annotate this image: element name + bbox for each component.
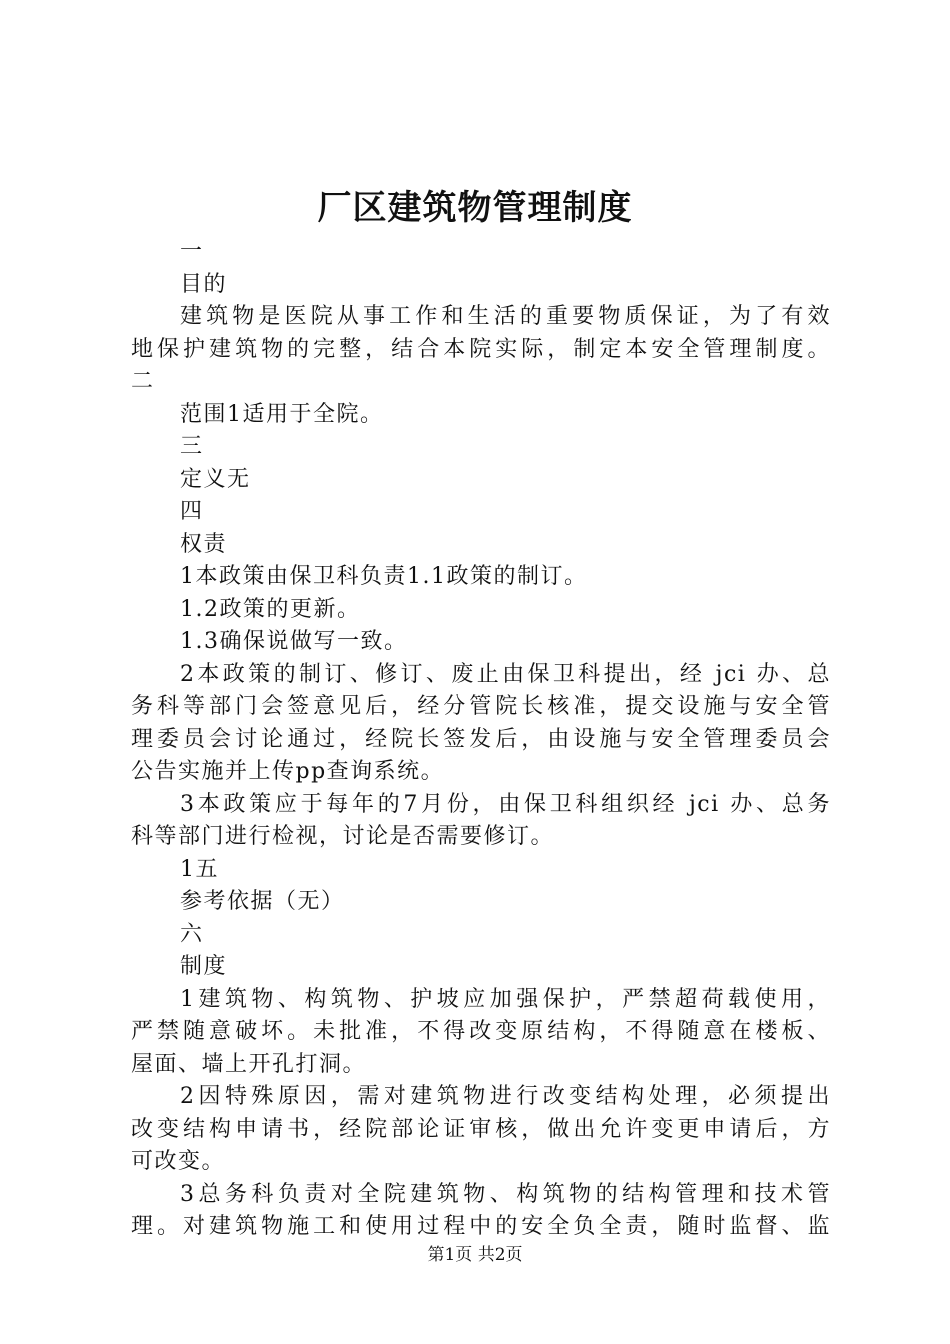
text-line: 二 [131, 369, 155, 394]
text-line: 1.2政策的更新。 [180, 596, 361, 622]
text-line: 四 [180, 499, 204, 524]
text-line: 理委员会讨论通过，经院长签发后，由设施与安全管理委员会 [131, 726, 831, 752]
text-line: 务科等部门会签意见后，经分管院长核准，提交设施与安全管 [131, 694, 831, 719]
page-footer: 第1页 共2页 [427, 1245, 523, 1265]
text-line: 科等部门进行检视，讨论是否需要修订。 [131, 824, 555, 849]
document-body [131, 236, 831, 1244]
text-line: 理。对建筑物施工和使用过程中的安全负全责，随时监督、监 [131, 1214, 831, 1239]
text-line: 定义无 [180, 466, 251, 492]
text-line: 三 [180, 434, 204, 459]
text-line: 1本政策由保卫科负责1.1政策的制订。 [180, 564, 588, 589]
text-line: 1.3确保说做写一致。 [180, 629, 408, 654]
text-line: 3总务科负责对全院建筑物、构筑物的结构管理和技术管 [180, 1181, 831, 1207]
text-line: 1五 [180, 856, 219, 882]
text-line: 改变结构申请书，经院部论证审核，做出允许变更申请后，方 [131, 1116, 831, 1142]
text-line: 目的 [180, 271, 228, 297]
text-line: 1建筑物、构筑物、护坡应加强保护，严禁超荷载使用， [180, 986, 831, 1012]
text-line: 权责 [180, 531, 228, 557]
text-line: 屋面、墙上开孔打洞。 [131, 1051, 367, 1077]
text-line: 2因特殊原因，需对建筑物进行改变结构处理，必须提出 [180, 1084, 831, 1109]
text-line: 范围1适用于全院。 [180, 401, 384, 427]
text-line: 参考依据（无） [180, 889, 345, 914]
text-line: 一 [180, 239, 204, 264]
text-line: 2本政策的制订、修订、废止由保卫科提出，经 jci 办、总 [180, 661, 831, 687]
text-line: 建筑物是医院从事工作和生活的重要物质保证，为了有效 [180, 304, 831, 329]
text-line: 制度 [180, 954, 228, 979]
text-line: 可改变。 [131, 1149, 226, 1174]
text-line: 严禁随意破坏。未批准，不得改变原结构，不得随意在楼板、 [131, 1019, 831, 1044]
text-line: 地保护建筑物的完整，结合本院实际，制定本安全管理制度。 [131, 336, 831, 362]
text-line: 公告实施并上传pp查询系统。 [131, 759, 445, 784]
text-line: 六 [180, 921, 204, 947]
text-line: 3本政策应于每年的7月份，由保卫科组织经 jci 办、总务 [180, 791, 831, 817]
document-title: 厂区建筑物管理制度 [317, 188, 633, 228]
